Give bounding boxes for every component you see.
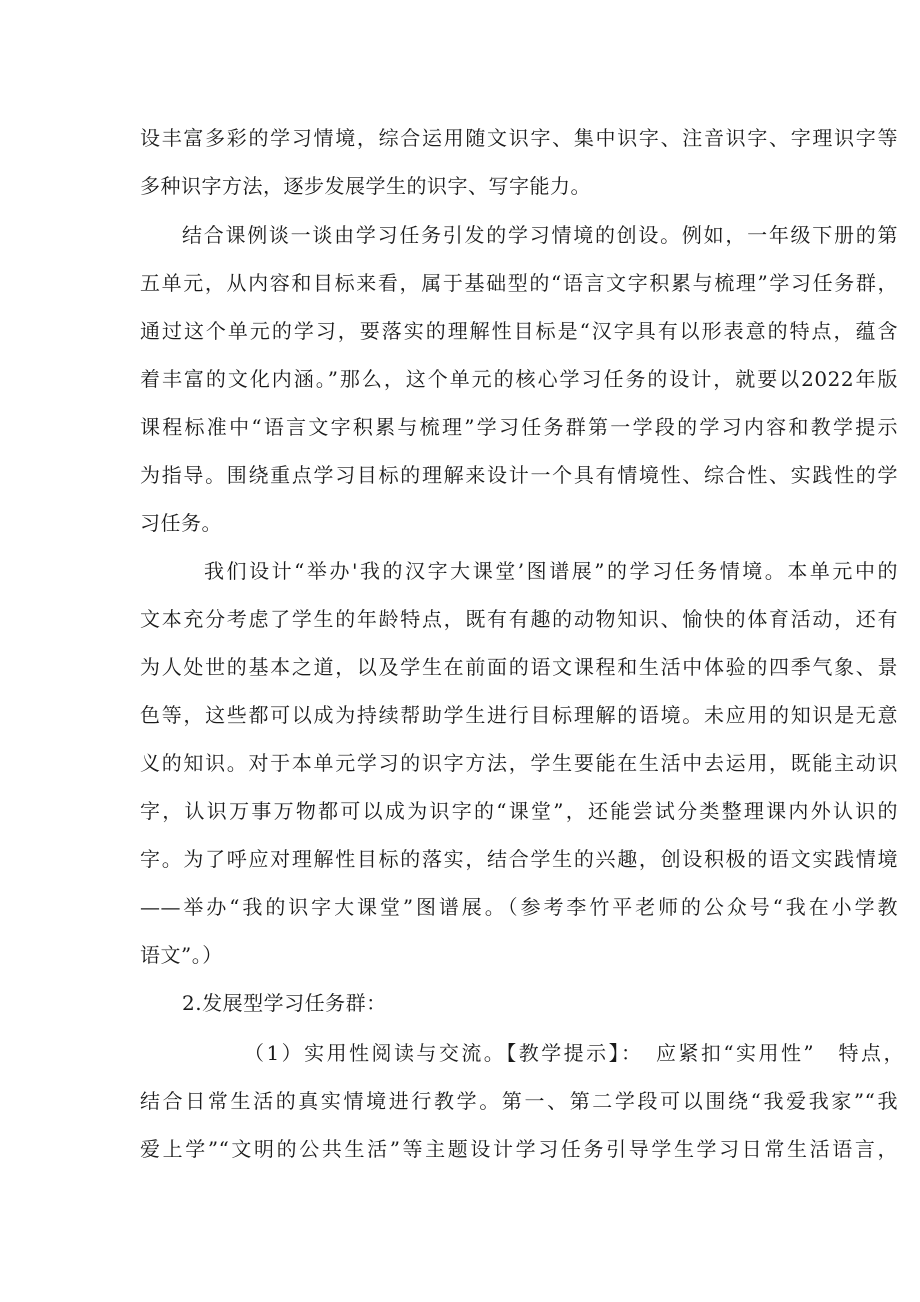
paragraph-3-line-4: 色等，这些都可以成为持续帮助学生进行目标理解的语境。未应用的知识是无意	[140, 703, 898, 727]
paragraph-2-line-1: 结合课例谈一谈由学习任务引发的学习情境的创设。例如，一年级下册的第	[182, 223, 898, 247]
paragraph-2-line-3: 通过这个单元的学习，要落实的理解性目标是“汉字具有以形表意的特点，蕴含	[140, 319, 898, 343]
paragraph-2-line-6: 为指导。围绕重点学习目标的理解来设计一个具有情境性、综合性、实践性的学	[140, 463, 898, 487]
paragraph-2-line-7: 习任务。	[140, 511, 222, 535]
paragraph-3-line-9: 语文”。）	[140, 943, 223, 967]
paragraph-2-line-2: 五单元，从内容和目标来看，属于基础型的“语言文字积累与梳理”学习任务群，	[140, 271, 898, 295]
paragraph-1-line-1: 设丰富多彩的学习情境，综合运用随文识字、集中识字、注音识字、字理识字等	[140, 126, 898, 150]
paragraph-4-line-2: 结合日常生活的真实情境进行教学。第一、第二学段可以围绕“我爱我家”“我	[140, 1089, 898, 1113]
paragraph-2-line-5: 课程标准中“语言文字积累与梳理”学习任务群第一学段的学习内容和教学提示	[140, 415, 898, 439]
paragraph-3-line-8: ——举办“我的识字大课堂”图谱展。（参考李竹平老师的公众号“我在小学教	[140, 895, 898, 919]
paragraph-3-line-2: 文本充分考虑了学生的年龄特点，既有有趣的动物知识、愉快的体育活动，还有	[140, 607, 898, 631]
paragraph-3-line-7: 字。为了呼应对理解性目标的落实，结合学生的兴趣，创设积极的语文实践情境	[140, 847, 898, 871]
paragraph-3-line-5: 义的知识。对于本单元学习的识字方法，学生要能在生活中去运用，既能主动识	[140, 751, 898, 775]
paragraph-4-line-1: （1）实用性阅读与交流。【教学提示】： 应紧扣“实用性” 特点，	[244, 1041, 904, 1065]
paragraph-2-line-4: 着丰富的文化内涵。”那么，这个单元的核心学习任务的设计，就要以2022年版	[140, 367, 898, 391]
paragraph-3-line-1: 我们设计“举办'我的汉字大课堂’图谱展”的学习任务情境。本单元中的	[204, 559, 898, 583]
paragraph-3-line-3: 为人处世的基本之道，以及学生在前面的语文课程和生活中体验的四季气象、景	[140, 655, 898, 679]
paragraph-4-line-3: 爱上学”“文明的公共生活”等主题设计学习任务引导学生学习日常生活语言，	[140, 1137, 898, 1161]
paragraph-1-line-2: 多种识字方法，逐步发展学生的识字、写字能力。	[140, 174, 591, 198]
paragraph-3-line-6: 字，认识万事万物都可以成为识字的“课堂”，还能尝试分类整理课内外认识的	[140, 799, 898, 823]
section-heading: 2.发展型学习任务群：	[182, 991, 387, 1015]
